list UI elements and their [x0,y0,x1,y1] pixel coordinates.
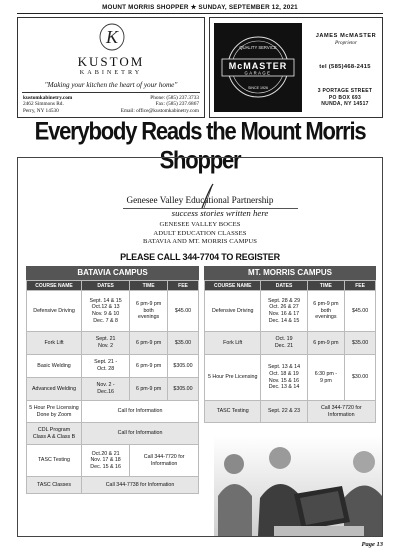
mcmaster-logo-name: McMASTER [228,61,288,71]
course-name: 5 Hour Pre Licensing [205,355,261,401]
mcmaster-phone[interactable]: tel (585)468-2415 [319,64,371,70]
table-row [27,378,199,401]
course-dates: Oct.20 & 21 Nov. 17 & 18 Dec. 15 & 16 [82,445,130,477]
kustom-street: 2462 Simmons Rd. [23,101,64,108]
masthead-rule [17,13,383,14]
course-dates: Oct. 19 Dec. 21 [261,332,307,355]
table-row [27,423,199,445]
batavia-campus-section [26,266,199,494]
kustom-address [23,95,72,114]
course-fee: $45.00 [345,291,376,332]
course-fee: $35.00 [345,332,376,355]
gvep-ad [17,157,383,537]
course-dates: Sept. 28 & 29 Oct. 26 & 27 Nov. 16 & 17 Dec. 14 & 15 [261,291,307,332]
course-name: Fork Lift [205,332,261,355]
kustom-divider [22,92,200,93]
course-info: Call for Information [82,401,199,423]
column-header: DATES [261,281,307,291]
kustom-website[interactable]: kustomkabinetry.com [23,95,73,101]
table-row [27,477,199,494]
course-name: Advanced Welding [27,378,82,401]
kustom-city: Perry, NY 14530 [23,107,59,114]
mt-morris-course-table [204,280,376,423]
course-name: Defensive Driving [27,291,82,332]
course-name: TASC Testing [27,445,82,477]
course-info: Call 344-7738 for Information [82,477,199,494]
course-info: Call 344-7720 for Information [130,445,199,477]
course-name: Basic Welding [27,355,82,378]
course-dates: Sept. 22 & 23 [261,401,307,423]
course-dates: Sept. 21 Nov. 2 [82,332,130,355]
table-row [27,355,199,378]
mt-morris-campus-title: MT. MORRIS CAMPUS [204,266,376,280]
course-fee: $35.00 [168,332,199,355]
mcmaster-logo-top: QUALITY SERVICE [239,45,277,50]
course-name: CDL Program Class A & Class B [27,423,82,445]
kustom-contact [121,95,199,114]
gvep-tagline: success stories written here [171,208,269,218]
course-time: 6 pm-9 pm both evenings [130,291,168,332]
page-number: Page 13 [361,541,383,548]
course-dates: Sept. 21 - Oct. 28 [82,355,130,378]
mcmaster-owner-title: Proprietor [335,40,357,46]
course-name: TASC Classes [27,477,82,494]
course-dates: Sept. 13 & 14 Oct. 18 & 19 Nov. 15 & 16 Dec. 13 & 14 [261,355,307,401]
course-time: 6 pm-9 pm both evenings [307,291,345,332]
column-header: TIME [130,281,168,291]
column-header: COURSE NAME [27,281,82,291]
column-header: FEE [168,281,199,291]
gvep-register-call: PLEASE CALL 344-7704 TO REGISTER [120,252,280,262]
course-dates: Nov. 2 - Dec.16 [82,378,130,401]
classroom-photo [214,436,382,536]
mcmaster-logo-since: SINCE 1926 [248,86,268,90]
column-header: DATES [82,281,130,291]
mt-morris-campus-section [204,266,376,423]
course-time: 6 pm-9 pm [130,378,168,401]
course-name: TASC Testing [205,401,261,423]
kustom-monogram-logo [98,22,126,52]
kustom-fax: Fax: (585) 237.6867 [155,101,199,108]
column-header: FEE [345,281,376,291]
course-dates: Sept. 14 & 15 Oct.12 & 13 Nov. 9 & 10 Dec. 7 & 8 [82,291,130,332]
kustom-kabinetry-ad[interactable] [17,17,205,118]
mcmaster-logo-sub: GARAGE [244,70,272,76]
mcmaster-badge-icon [214,23,302,112]
course-time: 6 pm-9 pm [130,355,168,378]
gvep-info [18,221,382,247]
table-row [205,401,376,423]
course-name: 5 Hour Pre Licensing Done by Zoom [27,401,82,423]
course-fee: $305.00 [168,378,199,401]
course-info: Call 344-7720 for Information [307,401,375,423]
table-row [205,332,376,355]
column-header: TIME [307,281,345,291]
mcmaster-logo [214,23,302,112]
kustom-monogram-letter: K [105,27,119,47]
course-name: Defensive Driving [205,291,261,332]
mcmaster-garage-ad[interactable] [209,17,383,118]
kustom-name: KUSTOM [77,54,145,69]
kustom-phone: Phone: (585) 237.3733 [150,95,199,101]
course-info: Call for Information [82,423,199,445]
table-row [27,332,199,355]
course-name: Fork Lift [27,332,82,355]
kustom-email[interactable]: Email: office@kustomkabinetry.com [120,107,199,114]
gvep-title: Genesee Valley Educational Partnership [126,195,274,205]
table-row [205,355,376,401]
mcmaster-owner: JAMES McMASTER [315,33,377,39]
course-time: 6 pm-9 pm [307,332,345,355]
table-row [205,291,376,332]
kustom-tagline: "Making your kitchen the heart of your home" [44,81,178,89]
kustom-subname: KABINETRY [79,69,143,76]
gvep-line1: GENESEE VALLEY BOCES [159,221,241,228]
table-row [27,445,199,477]
gvep-line2: ADULT EDUCATION CLASSES [153,229,247,237]
course-fee: $305.00 [168,355,199,378]
column-header: COURSE NAME [205,281,261,291]
mcmaster-addr-line2: PO BOX 693 [328,94,362,101]
course-fee: $45.00 [168,291,199,332]
course-time: 6 pm-9 pm [130,332,168,355]
gvep-line3: BATAVIA AND MT. MORRIS CAMPUS [142,238,258,246]
headline: Everybody Reads the Mount Morris Shopper [34,116,366,174]
batavia-course-table [26,280,199,494]
course-fee: $30.00 [345,355,376,401]
mcmaster-addr-line1: 3 PORTAGE STREET [317,88,373,94]
mcmaster-address [308,88,382,108]
mcmaster-addr-line3: NUNDA, NY 14517 [321,101,369,107]
table-row [27,401,199,423]
course-time: 6:30 pm - 9 pm [307,355,345,401]
batavia-campus-title: BATAVIA CAMPUS [26,266,199,280]
masthead: MOUNT MORRIS SHOPPER ★ SUNDAY, SEPTEMBER 12, 2021 [102,4,298,11]
table-row [27,291,199,332]
